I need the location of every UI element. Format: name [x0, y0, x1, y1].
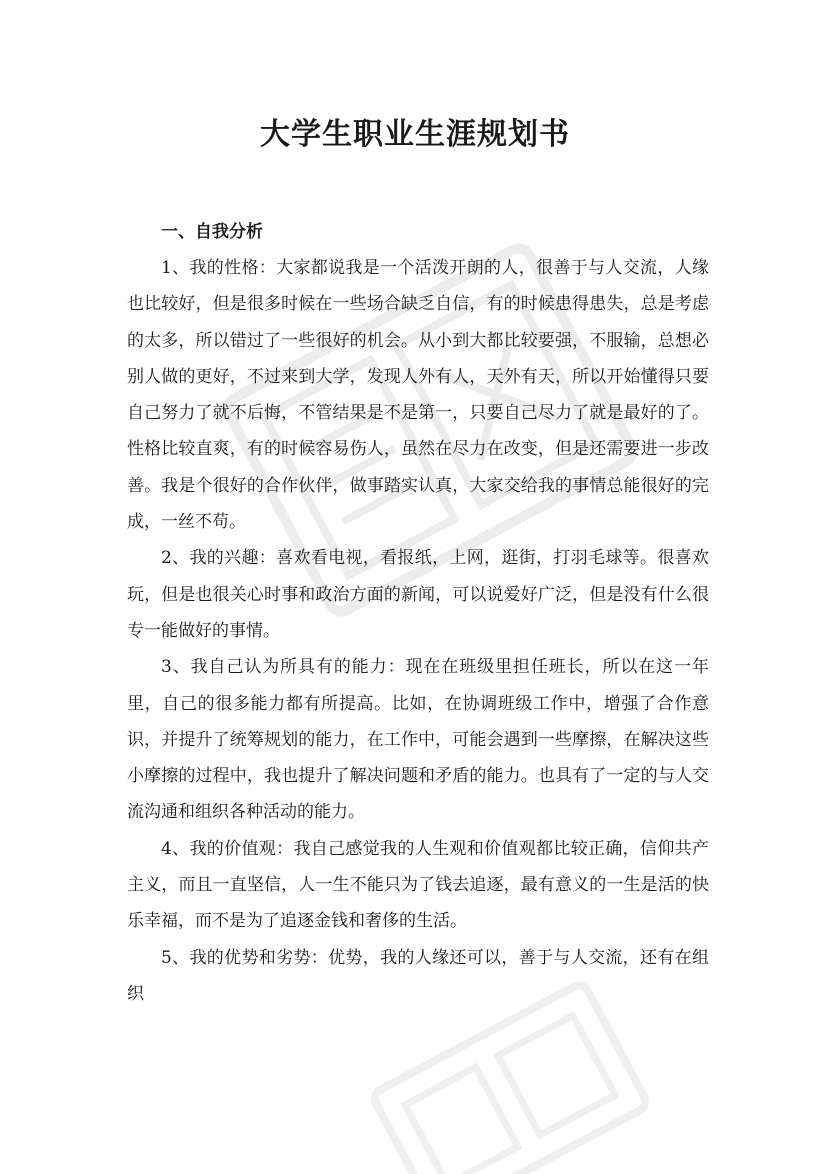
- document-body: [127, 214, 709, 1012]
- paragraph-strengths-weaknesses: 5、我的优势和劣势：优势，我的人缘还可以，善于与人交流，还有在组织: [127, 947, 709, 1004]
- paragraph-values: 4、我的价值观：我自己感觉我的人生观和价值观都比较正确，信仰共产主义，而且一直坚信，人一生不能只为了钱去追逐，最有意义的一生是活的快乐幸福，而不是为了追逐金钱和奢侈的生活。: [127, 838, 709, 932]
- document-title: 大学生职业生涯规划书: [260, 117, 570, 152]
- paragraph-abilities: 3、我自己认为所具有的能力：现在在班级里担任班长，所以在这一年里，自己的很多能力都有所提高。比如，在协调班级工作中，增强了合作意识，并提升了统筹规划的能力，在工作中，可能会遇到一些摩擦，在解决这些小摩擦的过程中，我也提升了解决问题和矛盾的能力。也具有了一定的与人交流沟通和组织各种活动的能力。: [127, 657, 709, 823]
- paragraph-interests: 2、我的兴趣：喜欢看电视，看报纸，上网，逛街，打羽毛球等。很喜欢玩，但是也很关心时事和政治方面的新闻，可以说爱好广泛，但是没有什么很专一能做好的事情。: [127, 548, 709, 641]
- section-heading: 一、自我分析: [161, 222, 263, 242]
- paragraph-personality: 1、我的性格：大家都说我是一个活泼开朗的人，很善于与人交流，人缘也比较好，但是很多时候在一些场合缺乏自信，有的时候患得患失，总是考虑的太多，所以错过了一些很好的机会。从小到大都比较要强，不服输，总想必别人做的更好，不过来到大学，发现人外有人，天外有天，所以开始懂得只要自己努力了就不后悔，不管结果是不是第一，只要自己尽力了就是最好的了。性格比较直爽，有的时候容易伤人，虽然在尽力在改变，但是还需要进一步改善。我是个很好的合作伙伴，做事踏实认真，大家交给我的事情总能很好的完成，一丝不苟。: [127, 258, 709, 533]
